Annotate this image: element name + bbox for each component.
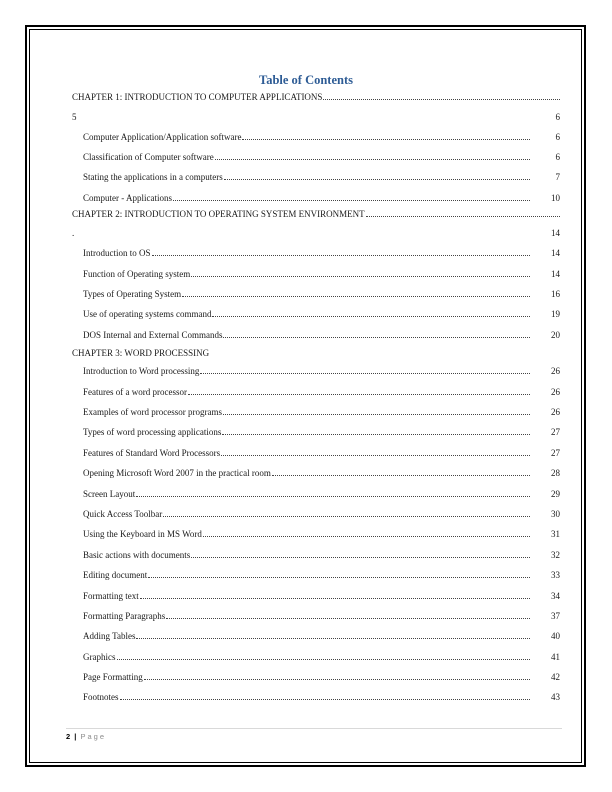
toc-entry[interactable] [72,305,560,325]
dot-leader [242,139,530,140]
dot-leader [224,179,530,180]
dot-leader [163,516,530,517]
toc-entry[interactable] [72,606,560,626]
toc-entry[interactable] [72,188,560,208]
chapter-title: CHAPTER 2: INTRODUCTION TO OPERATING SYSTEM ENVIRONMENT [72,208,365,219]
toc-entry-page-number: 41 [551,651,560,662]
dot-leader [191,557,530,558]
toc-entry-page-number: 14 [551,248,560,259]
toc-entry-title: Formatting Paragraphs [83,610,166,621]
dot-leader [366,216,560,217]
toc-entry-title: Examples of word processor programs [83,406,222,417]
dot-leader [182,296,530,297]
toc-chapter-continuation [72,107,560,127]
toc-entry[interactable] [72,525,560,545]
toc-entry-title: Introduction to OS [83,248,151,259]
footer-page-label: Page [80,732,106,741]
dot-leader [140,598,530,599]
toc-entry-title: Formatting text [83,590,139,601]
toc-title: Table of Contents [259,73,353,87]
toc-entry-title: Page Formatting [83,672,143,683]
toc-entry-page-number: 32 [551,549,560,560]
toc-entry-page-number: 16 [551,289,560,300]
table-of-contents [72,92,560,708]
toc-entry[interactable] [72,463,560,483]
toc-entry[interactable] [72,647,560,667]
toc-entry[interactable] [72,325,560,345]
dot-leader [152,255,531,256]
dot-leader [166,618,530,619]
toc-entry[interactable] [72,244,560,264]
toc-entry-page-number: 34 [551,590,560,601]
dot-leader [120,699,530,700]
chapter-title: CHAPTER 1: INTRODUCTION TO COMPUTER APPLICATIONS [72,92,323,102]
toc-entry-page-number: 27 [551,447,560,458]
toc-entry[interactable] [72,545,560,565]
chapter-continuation-text: . [72,228,75,239]
toc-entry[interactable] [72,168,560,188]
dot-leader [188,394,530,395]
toc-entry-title: Types of word processing applications [83,427,222,438]
dot-leader [223,414,530,415]
toc-entry-title: Types of Operating System [83,289,182,300]
toc-entry[interactable] [72,443,560,463]
toc-entry-page-number: 14 [551,268,560,279]
toc-entry-page-number: 26 [551,406,560,417]
toc-chapter-heading[interactable] [72,92,560,107]
toc-entry-page-number: 30 [551,508,560,519]
toc-entry-page-number: 10 [551,192,560,203]
toc-chapter-continuation [72,224,560,244]
toc-entry-title: Features of a word processor [83,386,187,397]
toc-entry-title: Function of Operating system [83,268,191,279]
toc-entry-title: Stating the applications in a computers [83,172,223,183]
toc-entry[interactable] [72,127,560,147]
toc-entry-title: Classification of Computer software [83,152,214,163]
toc-chapter-heading[interactable] [72,346,560,362]
footer-separator: | [74,732,77,741]
dot-leader [212,316,530,317]
toc-entry-page-number: 26 [551,386,560,397]
toc-entry-page-number: 19 [551,309,560,320]
toc-entry[interactable] [72,402,560,422]
toc-entry-page-number: 6 [555,152,560,163]
toc-entry[interactable] [72,264,560,284]
toc-entry-page-number: 31 [551,529,560,540]
footer-rule [66,728,562,729]
dot-leader [203,536,530,537]
toc-entry[interactable] [72,147,560,167]
dot-leader [148,577,530,578]
toc-entry-page-number: 43 [551,692,560,703]
dot-leader [136,496,530,497]
toc-entry-page-number: 28 [551,468,560,479]
toc-entry[interactable] [72,382,560,402]
toc-entry-title: Introduction to Word processing [83,366,200,377]
toc-entry-title: Using the Keyboard in MS Word [83,529,202,540]
toc-chapter-heading[interactable] [72,209,560,224]
dot-leader [272,475,530,476]
toc-entry-title: Quick Access Toolbar [83,508,163,519]
toc-entry-page-number: 7 [555,172,560,183]
toc-entry-title: Footnotes [83,692,119,703]
dot-leader [222,434,530,435]
toc-entry-title: Computer - Applications [83,192,172,203]
toc-entry[interactable] [72,504,560,524]
dot-leader [136,638,530,639]
toc-entry-page-number: 26 [551,366,560,377]
toc-entry-page-number: 27 [551,427,560,438]
toc-entry[interactable] [72,565,560,585]
toc-entry-title: DOS Internal and External Commands [83,329,223,340]
toc-entry-title: Opening Microsoft Word 2007 in the practical room [83,468,271,479]
toc-entry[interactable] [72,484,560,504]
toc-entry-title: Computer Application/Application software [83,131,242,142]
chapter-continuation-text: 5 [72,111,77,122]
toc-entry-page-number: 37 [551,610,560,621]
dot-leader [191,276,530,277]
toc-entry-page-number: 40 [551,631,560,642]
toc-entry-page-number: 33 [551,570,560,581]
footer-page-number: 2 [66,732,71,741]
toc-entry[interactable] [72,586,560,606]
dot-leader [200,373,530,374]
dot-leader [117,659,531,660]
toc-entry-page-number: 42 [551,672,560,683]
dot-leader [323,99,560,100]
toc-entry-title: Screen Layout [83,488,136,499]
toc-entry[interactable] [72,688,560,708]
chapter-page-number: 14 [551,228,560,239]
toc-entry-page-number: 6 [555,131,560,142]
toc-entry[interactable] [72,667,560,687]
dot-leader [221,455,530,456]
toc-entry-title: Basic actions with documents [83,549,191,560]
toc-entry-page-number: 29 [551,488,560,499]
dot-leader [144,679,530,680]
page-footer [66,732,106,741]
chapter-page-number: 6 [555,111,560,122]
toc-entry-page-number: 20 [551,329,560,340]
dot-leader [173,200,530,201]
chapter-title: CHAPTER 3: WORD PROCESSING [72,348,210,359]
toc-entry-title: Editing document [83,570,148,581]
dot-leader [215,159,530,160]
toc-entry[interactable] [72,362,560,382]
toc-entry[interactable] [72,627,560,647]
toc-entry[interactable] [72,423,560,443]
dot-leader [223,337,530,338]
toc-entry-title: Graphics [83,651,116,662]
toc-entry-title: Use of operating systems command [83,309,212,320]
toc-entry-title: Features of Standard Word Processors [83,447,221,458]
toc-entry[interactable] [72,284,560,304]
toc-entry-title: Adding Tables [83,631,136,642]
